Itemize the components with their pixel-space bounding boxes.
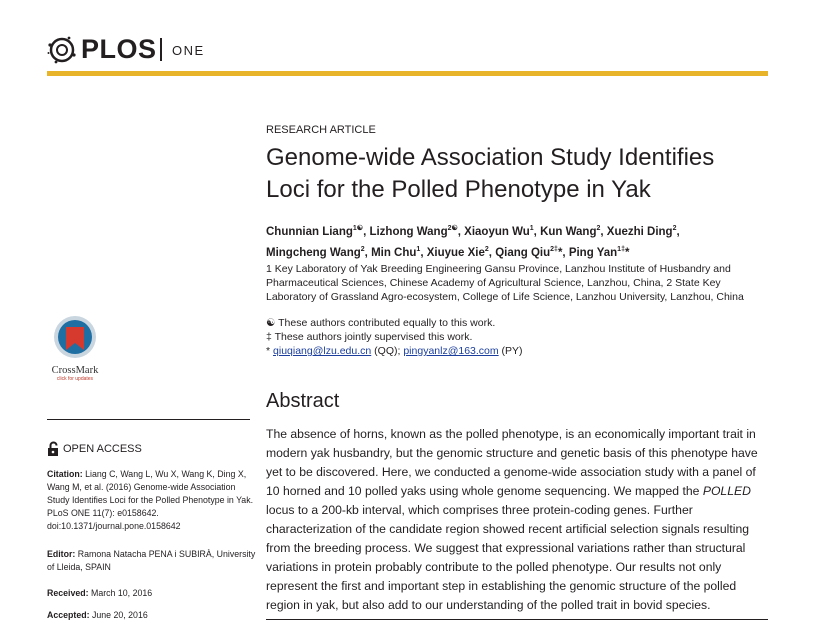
citation-label: Citation: [47, 469, 83, 479]
title-line-1: Genome-wide Association Study Identifies [266, 144, 715, 171]
open-access-label: OPEN ACCESS [63, 443, 142, 455]
author-separator: , [533, 225, 541, 238]
author-entry [540, 226, 607, 238]
title-line-2: Loci for the Polled Phenotype in Yak [266, 176, 651, 203]
article-title [266, 142, 766, 206]
journal-name: ONE [172, 43, 205, 58]
author-affiliation-marker: 1 [529, 225, 534, 232]
abstract-text [266, 425, 768, 615]
author-entry [371, 247, 427, 259]
author-affiliation-marker: 1 [416, 245, 421, 253]
author-separator: *, [557, 246, 569, 259]
crossmark-sublabel: click for updates [56, 376, 94, 382]
accepted-label: Accepted: [47, 610, 90, 620]
author-name: Mingcheng Wang [266, 246, 361, 259]
author-affiliation-marker: 1☯ [352, 225, 364, 232]
citation-text: Liang C, Wang L, Wu X, Wang K, Ding X, Wang M, et al. (2016) Genome-wide Association Study Identifies Loci for the Polled Phenotype in Yak. PLoS ONE 11(7): e0158642. doi:10.1371/journal.pone.0158642 [47, 469, 254, 531]
author-affiliation-marker: 2 [360, 245, 365, 253]
author-name: Ping Yan [568, 246, 618, 259]
author-name: Lizhong Wang [369, 225, 448, 238]
note-joint-supervision: ‡ These authors jointly supervised this work. [266, 331, 473, 343]
abstract-part-1: The absence of horns, known as the polled phenotype, is an economically important trait in modern yak husbandry, but the genomic structure and genetic basis of this phenotype have yet to be discovered. Here, we conducted a genome-wide association study with a panel of 10 horned and 10 polled yaks using whole genome sequencing. We mapped the [266, 427, 758, 498]
author-name: Min Chu [371, 246, 417, 259]
crossmark-label: CrossMark [51, 365, 99, 376]
abstract-bottom-rule [266, 619, 768, 620]
author-affiliation-marker: 2 [596, 225, 601, 232]
author-name: Qiang Qiu [495, 246, 551, 259]
header-rule [47, 71, 768, 76]
author-affiliation-marker: 2 [484, 245, 489, 253]
author-separator: , [363, 225, 370, 238]
author-entry [427, 247, 495, 259]
editor [47, 548, 257, 574]
author-separator: , [488, 246, 496, 259]
logo-separator [160, 38, 162, 61]
author-affiliation-marker: 2‡ [550, 245, 558, 253]
abstract-part-2: locus to a 200-kb interval, which comprises three protein-coding genes. Further characterization of the candidate region showed recent artificial selection signals resulting from the breeding process. We suggest that expressional variations rather than structural variations in protein probably contribute to the polled phenotype. Our results not only represent the first and important step in establishing the genomic structure of the polled region in yak, but also add to our understanding of the polled trait in bovid species. [266, 503, 750, 612]
received-text: March 10, 2016 [88, 588, 153, 598]
author-separator: , [420, 246, 427, 259]
corr-tag-py: (PY) [498, 345, 523, 357]
open-lock-icon [47, 441, 60, 457]
author-separator: , [600, 225, 607, 238]
sidebar-rule [47, 419, 250, 420]
author-affiliation-marker: 2☯ [447, 225, 458, 232]
note-equal-contribution: ☯ These authors contributed equally to this work. [266, 317, 496, 329]
abstract-heading: Abstract [266, 390, 340, 412]
affiliations: 1 Key Laboratory of Yak Breeding Engineering Gansu Province, Lanzhou Institute of Husbandry and Pharmaceutical Sciences, Chinese Academy of Agricultural Science, Lanzhou, China, 2 State Key Laboratory of Grassland Agro-ecosystem, College of Life Science, Lanzhou University, Lanzhou, China [266, 263, 744, 303]
author-affiliation-marker: 1‡ [617, 245, 625, 253]
email-link-qq[interactable]: qiuqiang@lzu.edu.cn [273, 345, 372, 357]
corr-tag-qq: (QQ); [371, 345, 404, 357]
editor-text: Ramona Natacha PENA i SUBIRÀ, University of Lleida, SPAIN [47, 549, 256, 572]
author-separator: , [676, 225, 680, 238]
received-date [47, 587, 257, 600]
author-name: Kun Wang [540, 225, 597, 238]
author-entry [266, 247, 371, 259]
abstract-gene-name: POLLED [702, 484, 751, 498]
editor-label: Editor: [47, 549, 76, 559]
author-separator: , [457, 225, 465, 238]
corr-star: * [266, 345, 274, 357]
publisher-name: PLOS [81, 34, 157, 64]
author-name: Xuezhi Ding [606, 225, 673, 238]
author-notes [266, 316, 746, 358]
author-name: Xiaoyun Wu [464, 225, 530, 238]
journal-header [47, 34, 767, 66]
author-affiliation-marker: 2 [672, 225, 677, 232]
article-type: RESEARCH ARTICLE [266, 124, 376, 136]
author-entry [569, 247, 630, 259]
crossmark-badge[interactable] [47, 314, 103, 382]
author-entry [266, 226, 369, 238]
open-access-badge [47, 441, 142, 457]
citation [47, 468, 257, 533]
author-name: Chunnian Liang [266, 225, 353, 238]
plos-logo-icon [47, 35, 77, 65]
crossmark-icon [51, 314, 99, 360]
author-entry [607, 226, 680, 238]
accepted-text: June 20, 2016 [89, 610, 148, 620]
received-label: Received: [47, 588, 89, 598]
accepted-date [47, 609, 257, 622]
email-link-py[interactable]: pingyanlz@163.com [403, 345, 499, 357]
author-list [266, 220, 746, 262]
author-entry [464, 226, 540, 238]
corresponding-authors [266, 344, 746, 358]
author-entry [495, 247, 569, 259]
author-entry [369, 226, 464, 238]
author-name: Xiuyue Xie [426, 246, 485, 259]
author-separator: , [364, 246, 372, 259]
author-separator: * [624, 246, 630, 259]
